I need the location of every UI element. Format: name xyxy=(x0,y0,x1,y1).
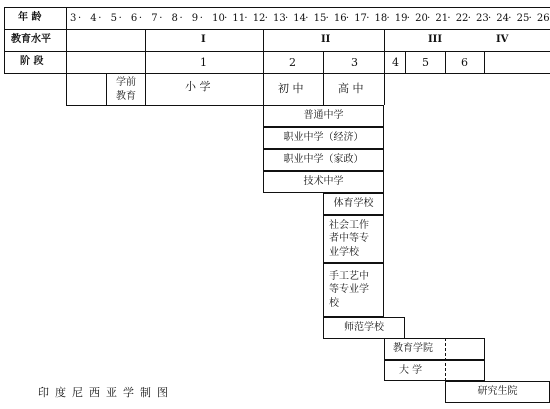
level-divider-2 xyxy=(263,29,264,51)
level-3: III xyxy=(428,34,443,45)
age-tick-10: 10 xyxy=(212,13,225,24)
level-4: IV xyxy=(496,34,509,45)
age-tick-21: 21 xyxy=(435,13,449,24)
stage-2: 2 xyxy=(289,56,296,69)
age-tick-3: 3 xyxy=(70,13,77,24)
age-tick-14: 14 xyxy=(293,13,307,24)
vocational-home-box: 职业中学（家政） xyxy=(263,149,384,171)
age-separator: · xyxy=(199,13,203,24)
junior-high-label: 初 中 xyxy=(278,82,304,95)
age-tick-8: 8 xyxy=(171,13,178,24)
grid-line-row2 xyxy=(4,51,550,52)
age-separator: · xyxy=(447,13,451,24)
education-college-box: 教育学院 xyxy=(384,338,485,360)
vocational-economy-box: 职业中学（经济） xyxy=(263,127,384,149)
age-tick-19: 19 xyxy=(394,13,408,24)
age-tick-17: 17 xyxy=(354,13,367,24)
general-secondary-box: 普通中学 xyxy=(263,105,384,127)
sports-school-box: 体育学校 xyxy=(323,193,384,215)
level-1: I xyxy=(201,34,206,45)
social-worker-school-box: 社会工作 者中等专 业学校 xyxy=(323,215,384,263)
level-divider-1 xyxy=(145,29,146,51)
university-box: 大 学 xyxy=(384,360,485,381)
age-tick-11: 11 xyxy=(232,13,246,24)
stage-6: 6 xyxy=(461,56,468,69)
stage-divider-1 xyxy=(145,51,146,73)
age-tick-16: 16 xyxy=(333,13,347,24)
base-divider-junior xyxy=(263,73,264,105)
age-tick-26: 26 xyxy=(536,13,550,24)
age-separator: · xyxy=(508,13,512,24)
grid-line-top xyxy=(4,7,550,8)
level-divider-3 xyxy=(384,29,385,51)
age-tick-7: 7 xyxy=(151,13,158,24)
age-tick-18: 18 xyxy=(374,13,388,24)
age-separator: · xyxy=(285,13,289,24)
level-label: 教育水平 xyxy=(11,34,51,45)
age-separator: · xyxy=(528,13,532,24)
grid-line-row1 xyxy=(4,29,550,30)
age-tick-9: 9 xyxy=(191,13,199,24)
age-tick-20: 20 xyxy=(415,13,428,24)
stage-divider-5 xyxy=(405,51,406,73)
age-tick-13: 13 xyxy=(273,13,286,24)
age-separator: · xyxy=(78,13,82,24)
preschool-cell: 学前 教育 xyxy=(107,74,145,105)
diagram-caption: 印度尼西亚学制图 xyxy=(38,386,174,399)
base-divider-end xyxy=(384,73,385,105)
age-separator: · xyxy=(366,13,370,24)
age-separator: · xyxy=(98,13,102,24)
age-separator: · xyxy=(386,13,390,24)
graduate-school-box: 研究生院 xyxy=(445,381,550,403)
base-divider-primary xyxy=(145,73,146,105)
handicraft-school-box: 手工艺中 等专业学 校 xyxy=(323,263,384,317)
age-tick-24: 24 xyxy=(496,13,510,24)
age-tick-4: 4 xyxy=(90,13,97,24)
age-separator: · xyxy=(345,13,350,24)
age-tick-5: 5 xyxy=(110,13,117,24)
senior-high-label: 高 中 xyxy=(338,82,364,95)
age-separator: · xyxy=(406,13,410,24)
age-separator: · xyxy=(488,13,492,24)
age-tick-15: 15 xyxy=(313,13,327,24)
age-tick-25: 25 xyxy=(516,13,530,24)
age-separator: · xyxy=(118,13,122,24)
age-tick-12: 12 xyxy=(252,13,266,24)
stage-label: 阶 段 xyxy=(20,56,44,67)
stage-divider-6 xyxy=(445,51,446,73)
age-label: 年 龄 xyxy=(18,12,42,23)
age-tick-6: 6 xyxy=(130,13,138,24)
age-tick-22: 22 xyxy=(455,13,469,24)
stage-divider-4 xyxy=(384,51,385,73)
stage-divider-3 xyxy=(323,51,324,73)
dashed-divider xyxy=(445,338,446,381)
level-2: II xyxy=(321,34,331,45)
age-separator: · xyxy=(244,13,248,24)
base-divider-senior xyxy=(323,73,324,105)
age-separator: · xyxy=(224,13,228,24)
stage-3: 3 xyxy=(351,56,358,69)
age-separator: · xyxy=(264,13,268,24)
age-separator: · xyxy=(138,13,143,24)
normal-school-box: 师范学校 xyxy=(323,317,405,339)
age-separator: · xyxy=(467,13,471,24)
stage-5: 5 xyxy=(422,56,429,69)
stage-divider-2 xyxy=(263,51,264,73)
primary-school-label: 小 学 xyxy=(185,80,211,93)
age-separator: · xyxy=(325,13,329,24)
stage-1: 1 xyxy=(200,56,207,69)
technical-secondary-box: 技术中学 xyxy=(263,171,384,193)
stage-divider-7 xyxy=(484,51,485,73)
grid-line-row3 xyxy=(4,73,550,74)
age-separator: · xyxy=(179,13,183,24)
age-separator: · xyxy=(305,13,309,24)
stage-4: 4 xyxy=(392,56,399,69)
age-tick-23: 23 xyxy=(476,13,489,24)
age-separator: · xyxy=(159,13,163,24)
age-axis xyxy=(0,13,550,27)
age-separator: · xyxy=(427,13,431,24)
